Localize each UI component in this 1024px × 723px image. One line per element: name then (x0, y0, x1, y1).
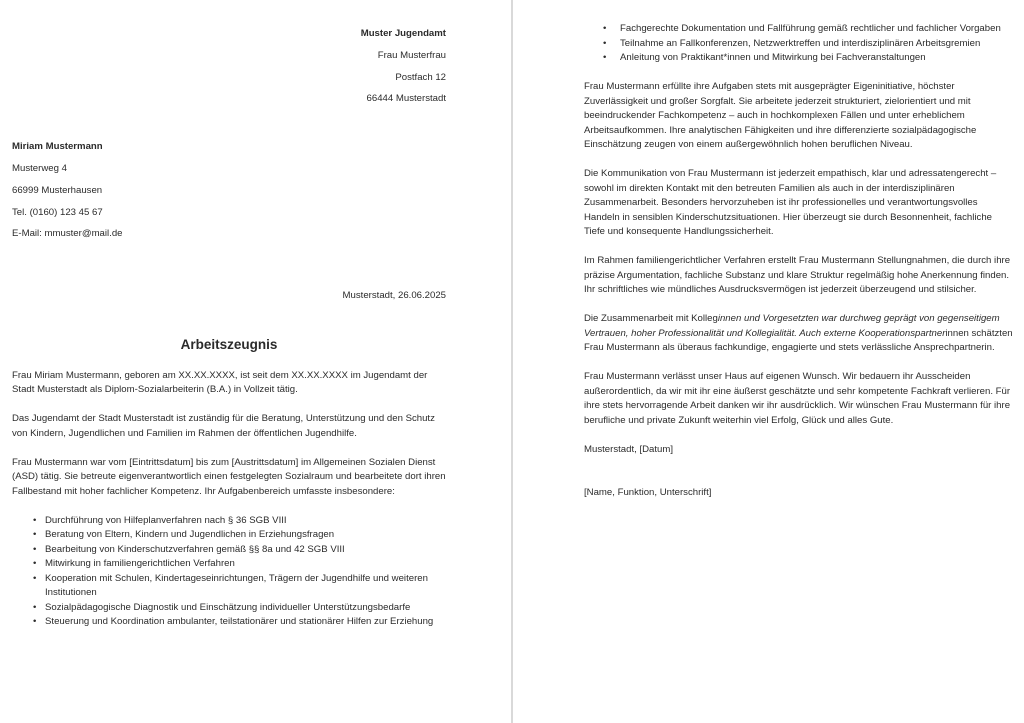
bullet-text: Kooperation mit Schulen, Kindertageseinrichtungen, Trägern der Jugendhilfe und weiteren Institutionen (45, 572, 428, 599)
bullet-dot-icon: • (33, 616, 37, 628)
bullet-dot-icon: • (33, 558, 37, 570)
date-line: Musterstadt, 26.06.2025 (342, 290, 446, 302)
paragraph-employer: Das Jugendamt der Stadt Musterstadt ist zuständig für die Beratung, Unterstützung und den Schutz von Kindern, Jugendlichen und Familien im Rahmen der öffentlichen Jugendhilfe. (12, 413, 435, 439)
paragraph-performance: Frau Mustermann erfüllte ihre Aufgaben stets mit ausgeprägter Eigeninitiative, höchster Zuverlässigkeit und großer Sorgfalt. Sie arbeitete jederzeit strukturiert, zielorientiert und mit beeindruckender Fachkompetenz – auch in hochkomplexen Fällen und unter erheblichem Arbeitsaufkommen. Ihre analytischen Fähigkeiten und ihre differenzierte sozialpädagogische Einschätzung zeugen von einem außergewöhnlich hohen beruflichen Niveau. (584, 81, 977, 150)
task-bullet-list-continued (584, 22, 1015, 66)
paragraph-role: Frau Mustermann war vom [Eintrittsdatum] bis zum [Austrittsdatum] im Allgemeinen Sozialen Dienst (ASD) tätig. Sie betreute eigenverantwortlich einen festgelegten Sozialraum und bearbeitete dort ihren Fallbestand mit hoher fachlicher Kompetenz. Ihr Aufgabenbereich umfasste insbesondere: (12, 456, 446, 497)
page-2 (513, 0, 1024, 723)
bullet-item (12, 543, 446, 558)
bullet-item (584, 22, 1015, 37)
place-date-line: Musterstadt, [Datum] (584, 443, 674, 455)
bullet-item (584, 37, 1015, 52)
bullet-text: Teilnahme an Fallkonferenzen, Netzwerktreffen und interdisziplinären Arbeitsgremien (620, 37, 981, 49)
page-1 (0, 0, 511, 723)
task-bullet-list (12, 514, 446, 630)
bullet-item (12, 557, 446, 572)
bullet-dot-icon: • (33, 529, 37, 541)
bullet-text: Durchführung von Hilfeplanverfahren nach § 36 SGB VIII (45, 514, 287, 526)
bullet-text: Bearbeitung von Kinderschutzverfahren gemäß §§ 8a und 42 SGB VIII (45, 543, 345, 555)
bullet-text: Fachgerechte Dokumentation und Fallführung gemäß rechtlicher und fachlicher Vorgaben (620, 23, 1001, 34)
sender-line: Musterweg 4 (12, 162, 67, 174)
sender-address-block (12, 136, 446, 245)
sender-line: E-Mail: mmuster@mail.de (12, 228, 123, 240)
bullet-item (12, 528, 446, 543)
bullet-item (584, 51, 1015, 66)
paragraph-court-statements: Im Rahmen familiengerichtlicher Verfahren erstellt Frau Mustermann Stellungnahmen, die durch ihre präzise Argumentation, fachliche Substanz und klare Struktur regelmäßig hohe Anerkennung finden. Ihr schriftliches wie mündliches Ausdrucksvermögen ist jederzeit überzeugend und stilsicher. (584, 255, 1011, 295)
bullet-text: Beratung von Eltern, Kindern und Jugendlichen in Erziehungsfragen (45, 529, 335, 541)
sender-line: Tel. (0160) 123 45 67 (12, 206, 103, 218)
bullet-dot-icon: • (33, 543, 37, 555)
bullet-item (12, 572, 446, 601)
sender-name: Miriam Mustermann (12, 141, 103, 153)
recipient-line: Frau Musterfrau (377, 49, 446, 61)
recipient-name: Muster Jugendamt (360, 28, 446, 39)
paragraph-communication: Die Kommunikation von Frau Mustermann ist jederzeit empathisch, klar und adressatengerecht – sowohl im direkten Kontakt mit den betreuten Familien als auch in der interdisziplinären Zusammenarbeit. Besonders hervorzuheben ist ihr professionelles und verantwortungsvolles Handeln in sensiblen Kinderschutzsituationen. Hier überzeugt sie durch Besonnenheit, fachliche Tiefe und konsequente Handlungssicherheit. (584, 168, 997, 237)
collab-italic-run: innen und Vorgesetzten war durchweg geprägt von gegenseitigem Vertrauen, hoher Professionalität und Kollegialität. Auch externe Kooperationspartner (584, 313, 1000, 339)
bullet-text: Mitwirkung in familiengerichtlichen Verfahren (45, 558, 235, 570)
sender-line: 66999 Musterhausen (12, 184, 103, 196)
collab-normal-run: Die Zusammenarbeit mit Kolleg (584, 313, 718, 324)
collab-normal-run: innen schätzten Frau Mustermann als überaus fachkundige, engagierte und stets verlässliche Ansprechpartnerin. (584, 327, 1013, 353)
bullet-dot-icon: • (603, 23, 607, 34)
recipient-address-block (12, 23, 446, 110)
bullet-item (12, 615, 446, 630)
bullet-dot-icon: • (33, 601, 37, 613)
document-title: Arbeitszeugnis (180, 336, 278, 352)
recipient-line: 66444 Musterstadt (366, 93, 446, 105)
recipient-line: Postfach 12 (395, 71, 446, 83)
paragraph-collaboration (584, 312, 1015, 356)
bullet-dot-icon: • (603, 37, 607, 49)
bullet-text: Anleitung von Praktikant*innen und Mitwirkung bei Fachveranstaltungen (620, 52, 926, 63)
bullet-dot-icon: • (33, 514, 37, 526)
bullet-text: Sozialpädagogische Diagnostik und Einschätzung individueller Unterstützungsbedarfe (45, 601, 411, 613)
bullet-text: Steuerung und Koordination ambulanter, teilstationärer und stationärer Hilfen zur Erziehung (45, 616, 434, 628)
bullet-dot-icon: • (33, 572, 37, 584)
paragraph-intro: Frau Miriam Mustermann, geboren am XX.XX.XXXX, ist seit dem XX.XX.XXXX im Jugendamt der Stadt Musterstadt als Diplom-Sozialarbeiterin (B.A.) in Vollzeit tätig. (12, 369, 428, 396)
bullet-dot-icon: • (603, 52, 607, 63)
signature-placeholder: [Name, Funktion, Unterschrift] (584, 487, 712, 498)
paragraph-closing: Frau Mustermann verlässt unser Haus auf eigenen Wunsch. Wir bedauern ihr Ausscheiden außerordentlich, da wir mit ihr eine äußerst geschätzte und sehr kompetente Fachkraft verlieren. Für ihre stets hervorragende Arbeit danken wir ihr ausdrücklich. Wir wünschen Frau Mustermann für ihre berufliche und private Zukunft weiterhin viel Erfolg, Glück und alles Gute. (584, 371, 1011, 426)
bullet-item (12, 514, 446, 529)
bullet-item (12, 601, 446, 616)
